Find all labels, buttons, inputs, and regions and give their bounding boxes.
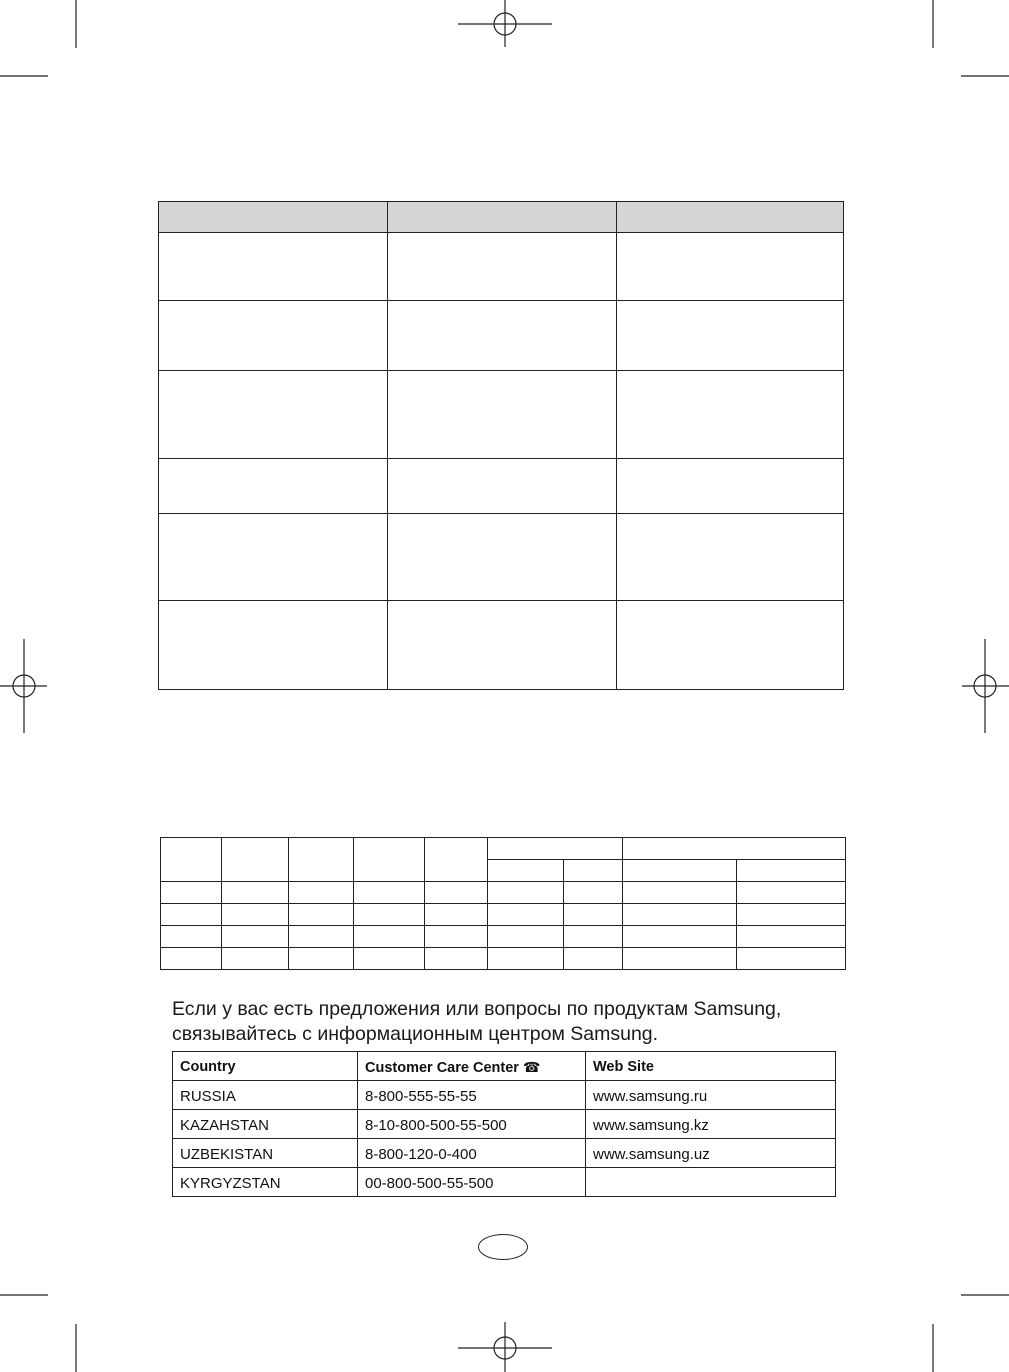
header-cell — [617, 202, 844, 233]
table-row — [173, 1139, 836, 1168]
table-row — [159, 459, 844, 514]
page-number-oval — [478, 1234, 528, 1260]
phone-cell: 8-800-120-0-400 — [358, 1139, 586, 1168]
country-cell: KYRGYZSTAN — [173, 1168, 358, 1197]
table-row — [173, 1081, 836, 1110]
web-cell — [586, 1168, 836, 1197]
phone-cell: 8-800-555-55-55 — [358, 1081, 586, 1110]
country-cell: RUSSIA — [173, 1081, 358, 1110]
phone-cell: 00-800-500-55-500 — [358, 1168, 586, 1197]
table-row — [161, 904, 846, 926]
intro-line-2: связывайтесь с информационным центром Samsung. — [172, 1023, 659, 1045]
table-row — [161, 948, 846, 970]
table-header-row — [173, 1052, 836, 1081]
contact-table — [172, 1051, 836, 1197]
country-cell: KAZAHSTAN — [173, 1110, 358, 1139]
phone-cell: 8-10-800-500-55-500 — [358, 1110, 586, 1139]
intro-line-1: Если у вас есть предложения или вопросы по продуктам Samsung, — [172, 998, 782, 1020]
table-row — [173, 1110, 836, 1139]
care-center-header — [358, 1052, 586, 1081]
table-row — [159, 371, 844, 459]
table-row — [159, 601, 844, 690]
header-cell — [388, 202, 617, 233]
care-center-label: Customer Care Center — [365, 1059, 519, 1076]
web-cell[interactable]: www.samsung.kz — [586, 1110, 836, 1139]
table-row — [159, 301, 844, 371]
table-row — [159, 233, 844, 301]
troubleshooting-table — [158, 201, 844, 690]
web-site-header: Web Site — [586, 1052, 836, 1081]
specifications-table — [160, 837, 846, 970]
table-row — [173, 1168, 836, 1197]
web-cell[interactable]: www.samsung.ru — [586, 1081, 836, 1110]
country-cell: UZBEKISTAN — [173, 1139, 358, 1168]
phone-icon: ☎ — [522, 1058, 541, 1075]
table-header-row — [159, 202, 844, 233]
table-row — [161, 926, 846, 948]
header-cell — [159, 202, 388, 233]
web-cell[interactable]: www.samsung.uz — [586, 1139, 836, 1168]
country-header: Country — [173, 1052, 358, 1081]
table-row — [159, 514, 844, 601]
contact-intro — [172, 997, 872, 1047]
table-header-row — [161, 838, 846, 860]
table-row — [161, 882, 846, 904]
